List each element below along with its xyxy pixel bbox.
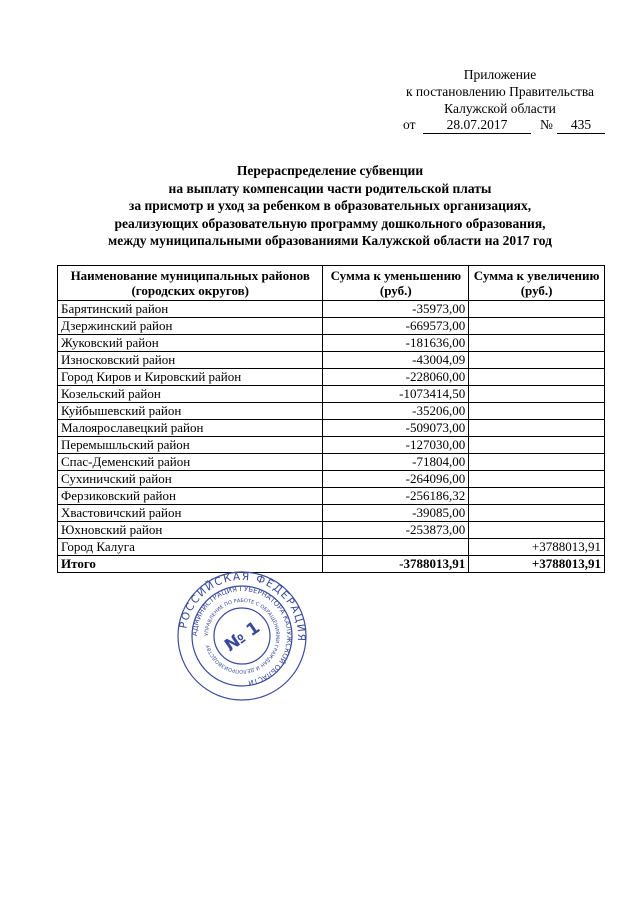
- district-name-cell: Ферзиковский район: [58, 488, 323, 505]
- table-header-row: [58, 266, 605, 301]
- decrease-amount-cell: -509073,00: [323, 420, 469, 437]
- increase-amount-cell: [469, 505, 605, 522]
- title-line: реализующих образовательную программу дошкольного образования,: [114, 215, 546, 231]
- decrease-amount-cell: -39085,00: [323, 505, 469, 522]
- table-row: [58, 539, 605, 556]
- district-name-cell: Малоярославецкий район: [58, 420, 323, 437]
- increase-amount-cell: [469, 403, 605, 420]
- increase-amount-cell: [469, 369, 605, 386]
- title-line: за присмотр и уход за ребенком в образовательных организациях,: [128, 198, 532, 213]
- increase-amount-cell: [469, 454, 605, 471]
- decree-number: 435: [557, 117, 605, 134]
- increase-amount-cell: [469, 437, 605, 454]
- decrease-amount-cell: -228060,00: [323, 369, 469, 386]
- document-title: [90, 162, 570, 250]
- increase-amount-cell: [469, 301, 605, 318]
- table-body: [58, 301, 605, 573]
- decrease-amount-cell: -3788013,91: [323, 556, 469, 573]
- district-name-cell: Хвастовичский район: [58, 505, 323, 522]
- seal-number: № 1: [221, 617, 264, 656]
- table-row: [58, 488, 605, 505]
- decrease-amount-cell: -35206,00: [323, 403, 469, 420]
- title-line: между муниципальными образованиями Калужской области на 2017 год: [108, 233, 552, 248]
- decrease-amount-cell: -181636,00: [323, 335, 469, 352]
- district-name-cell: Город Калуга: [58, 539, 323, 556]
- table-row: [58, 386, 605, 403]
- from-label: от: [403, 117, 416, 132]
- decrease-amount-cell: -35973,00: [323, 301, 469, 318]
- seal-outer-text: РОССИЙСКАЯ ФЕДЕРАЦИЯ: [177, 570, 308, 643]
- district-name-cell: Спас-Деменский район: [58, 454, 323, 471]
- decrease-amount-cell: [323, 539, 469, 556]
- number-label: №: [540, 117, 553, 132]
- table-row: [58, 318, 605, 335]
- district-name-cell: Козельский район: [58, 386, 323, 403]
- table-row: [58, 301, 605, 318]
- decrease-amount-cell: -1073414,50: [323, 386, 469, 403]
- district-name-cell: Жуковский район: [58, 335, 323, 352]
- increase-amount-cell: [469, 488, 605, 505]
- increase-amount-cell: [469, 335, 605, 352]
- increase-amount-cell: +3788013,91: [469, 556, 605, 573]
- official-seal: [176, 570, 308, 702]
- table-row: [58, 505, 605, 522]
- district-name-cell: Город Киров и Кировский район: [58, 369, 323, 386]
- table-row: [58, 420, 605, 437]
- seal-middle-text: АДМИНИСТРАЦИЯ ГУБЕРНАТОРА КАЛУЖСКОЙ ОБЛАСТИ: [190, 584, 294, 687]
- increase-amount-cell: [469, 522, 605, 539]
- district-name-cell: Куйбышевский район: [58, 403, 323, 420]
- increase-amount-cell: [469, 352, 605, 369]
- decrease-amount-cell: -669573,00: [323, 318, 469, 335]
- decrease-amount-cell: -256186,32: [323, 488, 469, 505]
- district-name-cell: Юхновский район: [58, 522, 323, 539]
- subvention-table: [57, 265, 605, 573]
- table-row: [58, 437, 605, 454]
- appendix-region: Калужской области: [444, 101, 556, 116]
- appendix-resolution: к постановлению Правительства: [405, 84, 595, 99]
- title-line: Перераспределение субвенции: [236, 163, 424, 178]
- table-row: [58, 522, 605, 539]
- header-increase: Сумма к увеличению (руб.): [469, 266, 605, 301]
- appendix-title: Приложение: [463, 67, 537, 82]
- total-row: [58, 556, 605, 573]
- increase-amount-cell: +3788013,91: [469, 539, 605, 556]
- table-row: [58, 471, 605, 488]
- table-row: [58, 369, 605, 386]
- district-name-cell: Износковский район: [58, 352, 323, 369]
- district-name-cell: Перемышльский район: [58, 437, 323, 454]
- table-row: [58, 335, 605, 352]
- increase-amount-cell: [469, 386, 605, 403]
- district-name-cell: Сухиничский район: [58, 471, 323, 488]
- district-name-cell: Дзержинский район: [58, 318, 323, 335]
- decrease-amount-cell: -264096,00: [323, 471, 469, 488]
- appendix-block: [380, 66, 620, 117]
- decrease-amount-cell: -253873,00: [323, 522, 469, 539]
- district-name-cell: Барятинский район: [58, 301, 323, 318]
- decrease-amount-cell: -127030,00: [323, 437, 469, 454]
- appendix-date-row: [403, 117, 623, 135]
- increase-amount-cell: [469, 471, 605, 488]
- district-name-cell: Итого: [58, 556, 323, 573]
- seal-inner-text: УПРАВЛЕНИЕ ПО РАБОТЕ С ОБРАЩЕНИЯМИ ГРАЖДАН И ДЕЛОПРОИЗВОДСТВУ: [203, 597, 281, 675]
- decrease-amount-cell: -71804,00: [323, 454, 469, 471]
- header-name: Наименование муниципальных районов (городских округов): [58, 266, 323, 301]
- increase-amount-cell: [469, 420, 605, 437]
- decree-date: 28.07.2017: [423, 117, 531, 134]
- header-decrease: Сумма к уменьшению (руб.): [323, 266, 469, 301]
- increase-amount-cell: [469, 318, 605, 335]
- decrease-amount-cell: -43004,09: [323, 352, 469, 369]
- table-row: [58, 352, 605, 369]
- title-line: на выплату компенсации части родительской платы: [168, 180, 492, 196]
- table-row: [58, 403, 605, 420]
- table-row: [58, 454, 605, 471]
